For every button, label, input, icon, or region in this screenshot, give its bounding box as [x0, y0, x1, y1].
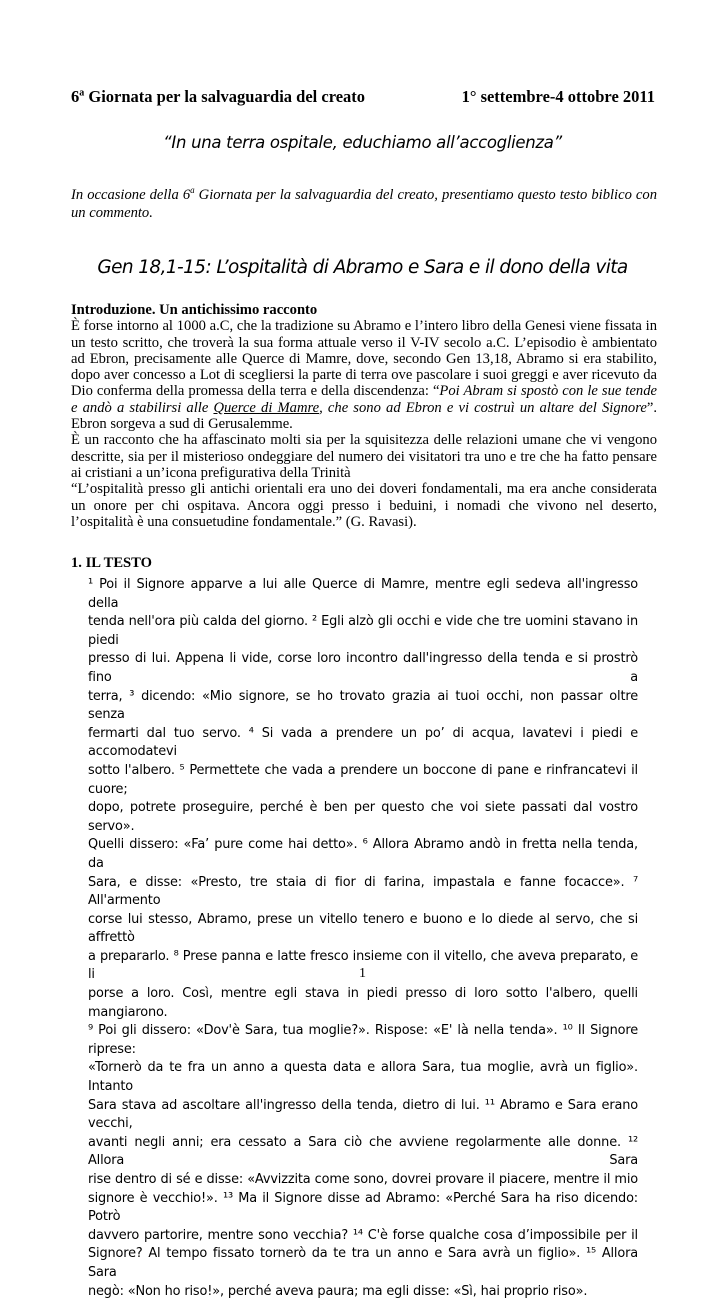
bible-line: presso di lui. Appena li vide, corse loro incontro dall'ingresso della tenda e si prostrò fino a [88, 651, 638, 685]
bible-line: tenda nell'ora più calda del giorno. ² Egli alzò gli occhi e vide che tre uomini stavano in piedi [88, 614, 638, 648]
bible-quote: Poi Abram si spostò con le sue tende [439, 383, 657, 400]
quote-underlined: Querce di Mamre [213, 399, 320, 416]
bible-line: rise dentro di sé e disse: «Avvizzita come sono, dovrei provare il piacere, mentre il mio [88, 1172, 638, 1187]
paragraph-line: un onore per chi ospitava. Ancora oggi presso i beduini, i nomadi che vivono nel deserto, [71, 497, 657, 514]
paragraph-line: “L’ospitalità presso gli antichi orientali era uno dei doveri fondamentali, ma era anche considerata [71, 481, 657, 498]
bible-line: fermarti dal tuo servo. ⁴ Si vada a prendere un po’ di acqua, lavatevi i piedi e accomodatevi [88, 725, 638, 760]
paragraph-line [71, 383, 657, 399]
intro-text-end: Giornata per la salvaguardia del creato, presentiamo questo testo biblico con un commento. [71, 187, 657, 221]
text-heading: 1. IL TESTO [71, 555, 152, 571]
paragraph-line: È forse intorno al 1000 a.C, che la tradizione su Abramo e l’intero libro della Genesi viene fissata in [71, 318, 657, 335]
page-number: 1 [359, 966, 366, 981]
quote-close: ”. [646, 399, 657, 416]
introduction-heading: Introduzione. Un antichissimo racconto [71, 302, 318, 318]
paragraph-line: ai cristiani a un’icona prefigurativa della Trinità [71, 464, 351, 481]
bible-quote-continued [71, 400, 647, 416]
header-dates: 1° settembre-4 ottobre 2011 [461, 87, 655, 106]
paragraph-line: ad Ebron, precisamente alle Querce di Mamre, dove, secondo Gen 13,18, Abramo si era stabilito, [71, 350, 657, 367]
bible-line: davvero partorire, mentre sono vecchia? ¹⁴ C'è forse qualche cosa d’impossibile per il [88, 1227, 638, 1243]
paragraph-line: un testo scritto, che troverà la sua forma attuale verso il V-IV secolo a.C. L’episodio è ambientato [71, 334, 657, 351]
paragraph-line [71, 400, 657, 416]
bible-line: Sara stava ad ascoltare all'ingresso della tenda, dietro di lui. ¹¹ Abramo e Sara erano vecchi, [88, 1097, 638, 1132]
bible-line: dopo, potrete proseguire, perché è ben per questo che voi siete passati dal vostro servo». [88, 800, 638, 834]
bible-line: corse lui stesso, Abramo, prese un vitello tenero e buono e lo diede al servo, che si affrettò [88, 911, 638, 946]
bible-line: «Tornerò da te fra un anno a questa data e allora Sara, tua moglie, avrà un figlio». Intanto [88, 1060, 638, 1095]
bible-line: signore è vecchio!». ¹³ Ma il Signore disse ad Abramo: «Perché Sara ha riso dicendo: Potrò [88, 1190, 638, 1225]
paragraph-line: È un racconto che ha affascinato molti sia per la squisitezza delle relazioni umane che vi vengono [71, 432, 657, 449]
motto-heading: “In una terra ospitale, educhiamo all’accoglienza” [163, 133, 562, 152]
paragraph-line: Ebron sorgeva a sud di Gerusalemme. [71, 416, 293, 433]
paragraph-line: dopo aver concesso a Lot di scegliersi la parte di terra ove pascolare i suoi greggi e aver ricevuto da [71, 367, 657, 384]
bible-line: ¹ Poi il Signore apparve a lui alle Querce di Mamre, mentre egli sedeva all'ingresso della [88, 577, 638, 611]
bible-line: avanti negli anni; era cessato a Sara ciò che avviene regolarmente alle donne. ¹² Allora Sara [88, 1134, 638, 1169]
page-header [71, 87, 655, 107]
paragraph-line: l’ospitalità è una consuetudine fondamentale.” (G. Ravasi). [71, 513, 417, 530]
bible-line: terra, ³ dicendo: «Mio signore, se ho trovato grazia ai tuoi occhi, non passar oltre senza [88, 688, 638, 723]
bible-text [88, 576, 638, 1301]
bible-line: ⁹ Poi gli dissero: «Dov'è Sara, tua moglie?». Rispose: «E' là nella tenda». ¹⁰ Il Signore riprese: [88, 1023, 638, 1057]
intro-superscript: a [190, 185, 195, 196]
bible-line: sotto l'albero. ⁵ Permettete che vada a prendere un boccone di pane e rinfrancatevi il cuore; [88, 762, 638, 797]
header-left [71, 87, 365, 107]
quote-part: e andò a stabilirsi alle [71, 399, 214, 416]
header-title: Giornata per la salvaguardia del creato [84, 87, 366, 106]
bible-line: Sara, e disse: «Presto, tre staia di fior di farina, impastala e fanne focacce». ⁷ All'armento [88, 874, 638, 909]
bible-line: a prepararlo. ⁸ Prese panna e latte fresco insieme con il vitello, che aveva preparato, e li [88, 948, 638, 983]
intro-paragraph [71, 187, 657, 222]
bible-line: porse a loro. Così, mentre egli stava in piedi presso di loro sotto l'albero, quelli mangiarono. [88, 986, 638, 1020]
bible-line: Signore? Al tempo fissato tornerò da te tra un anno e Sara avrà un figlio». ¹⁵ Allora Sara [88, 1246, 638, 1280]
header-superscript: a [79, 87, 85, 99]
quote-intro-text: Dio conferma della promessa della terra e della discendenza: “ [71, 383, 440, 400]
paragraph-line: descritte, sia per il misterioso ondeggiare del numero dei visitatori tra uno e tre che ha fatto pensare [71, 448, 657, 465]
section-title: Gen 18,1-15: L’ospitalità di Abramo e Sara e il dono della vita [97, 257, 628, 278]
header-number: 6 [71, 87, 80, 106]
bible-line: Quelli dissero: «Fa’ pure come hai detto». ⁶ Allora Abramo andò in fretta nella tenda, da [88, 837, 638, 871]
quote-part: , che sono ad Ebron e vi costruì un altare del Signore [319, 399, 647, 416]
bible-line: negò: «Non ho riso!», perché aveva paura; ma egli disse: «Sì, hai proprio riso». [88, 1283, 588, 1299]
introduction-section [71, 302, 657, 530]
intro-text-start: In occasione della 6 [71, 187, 191, 203]
